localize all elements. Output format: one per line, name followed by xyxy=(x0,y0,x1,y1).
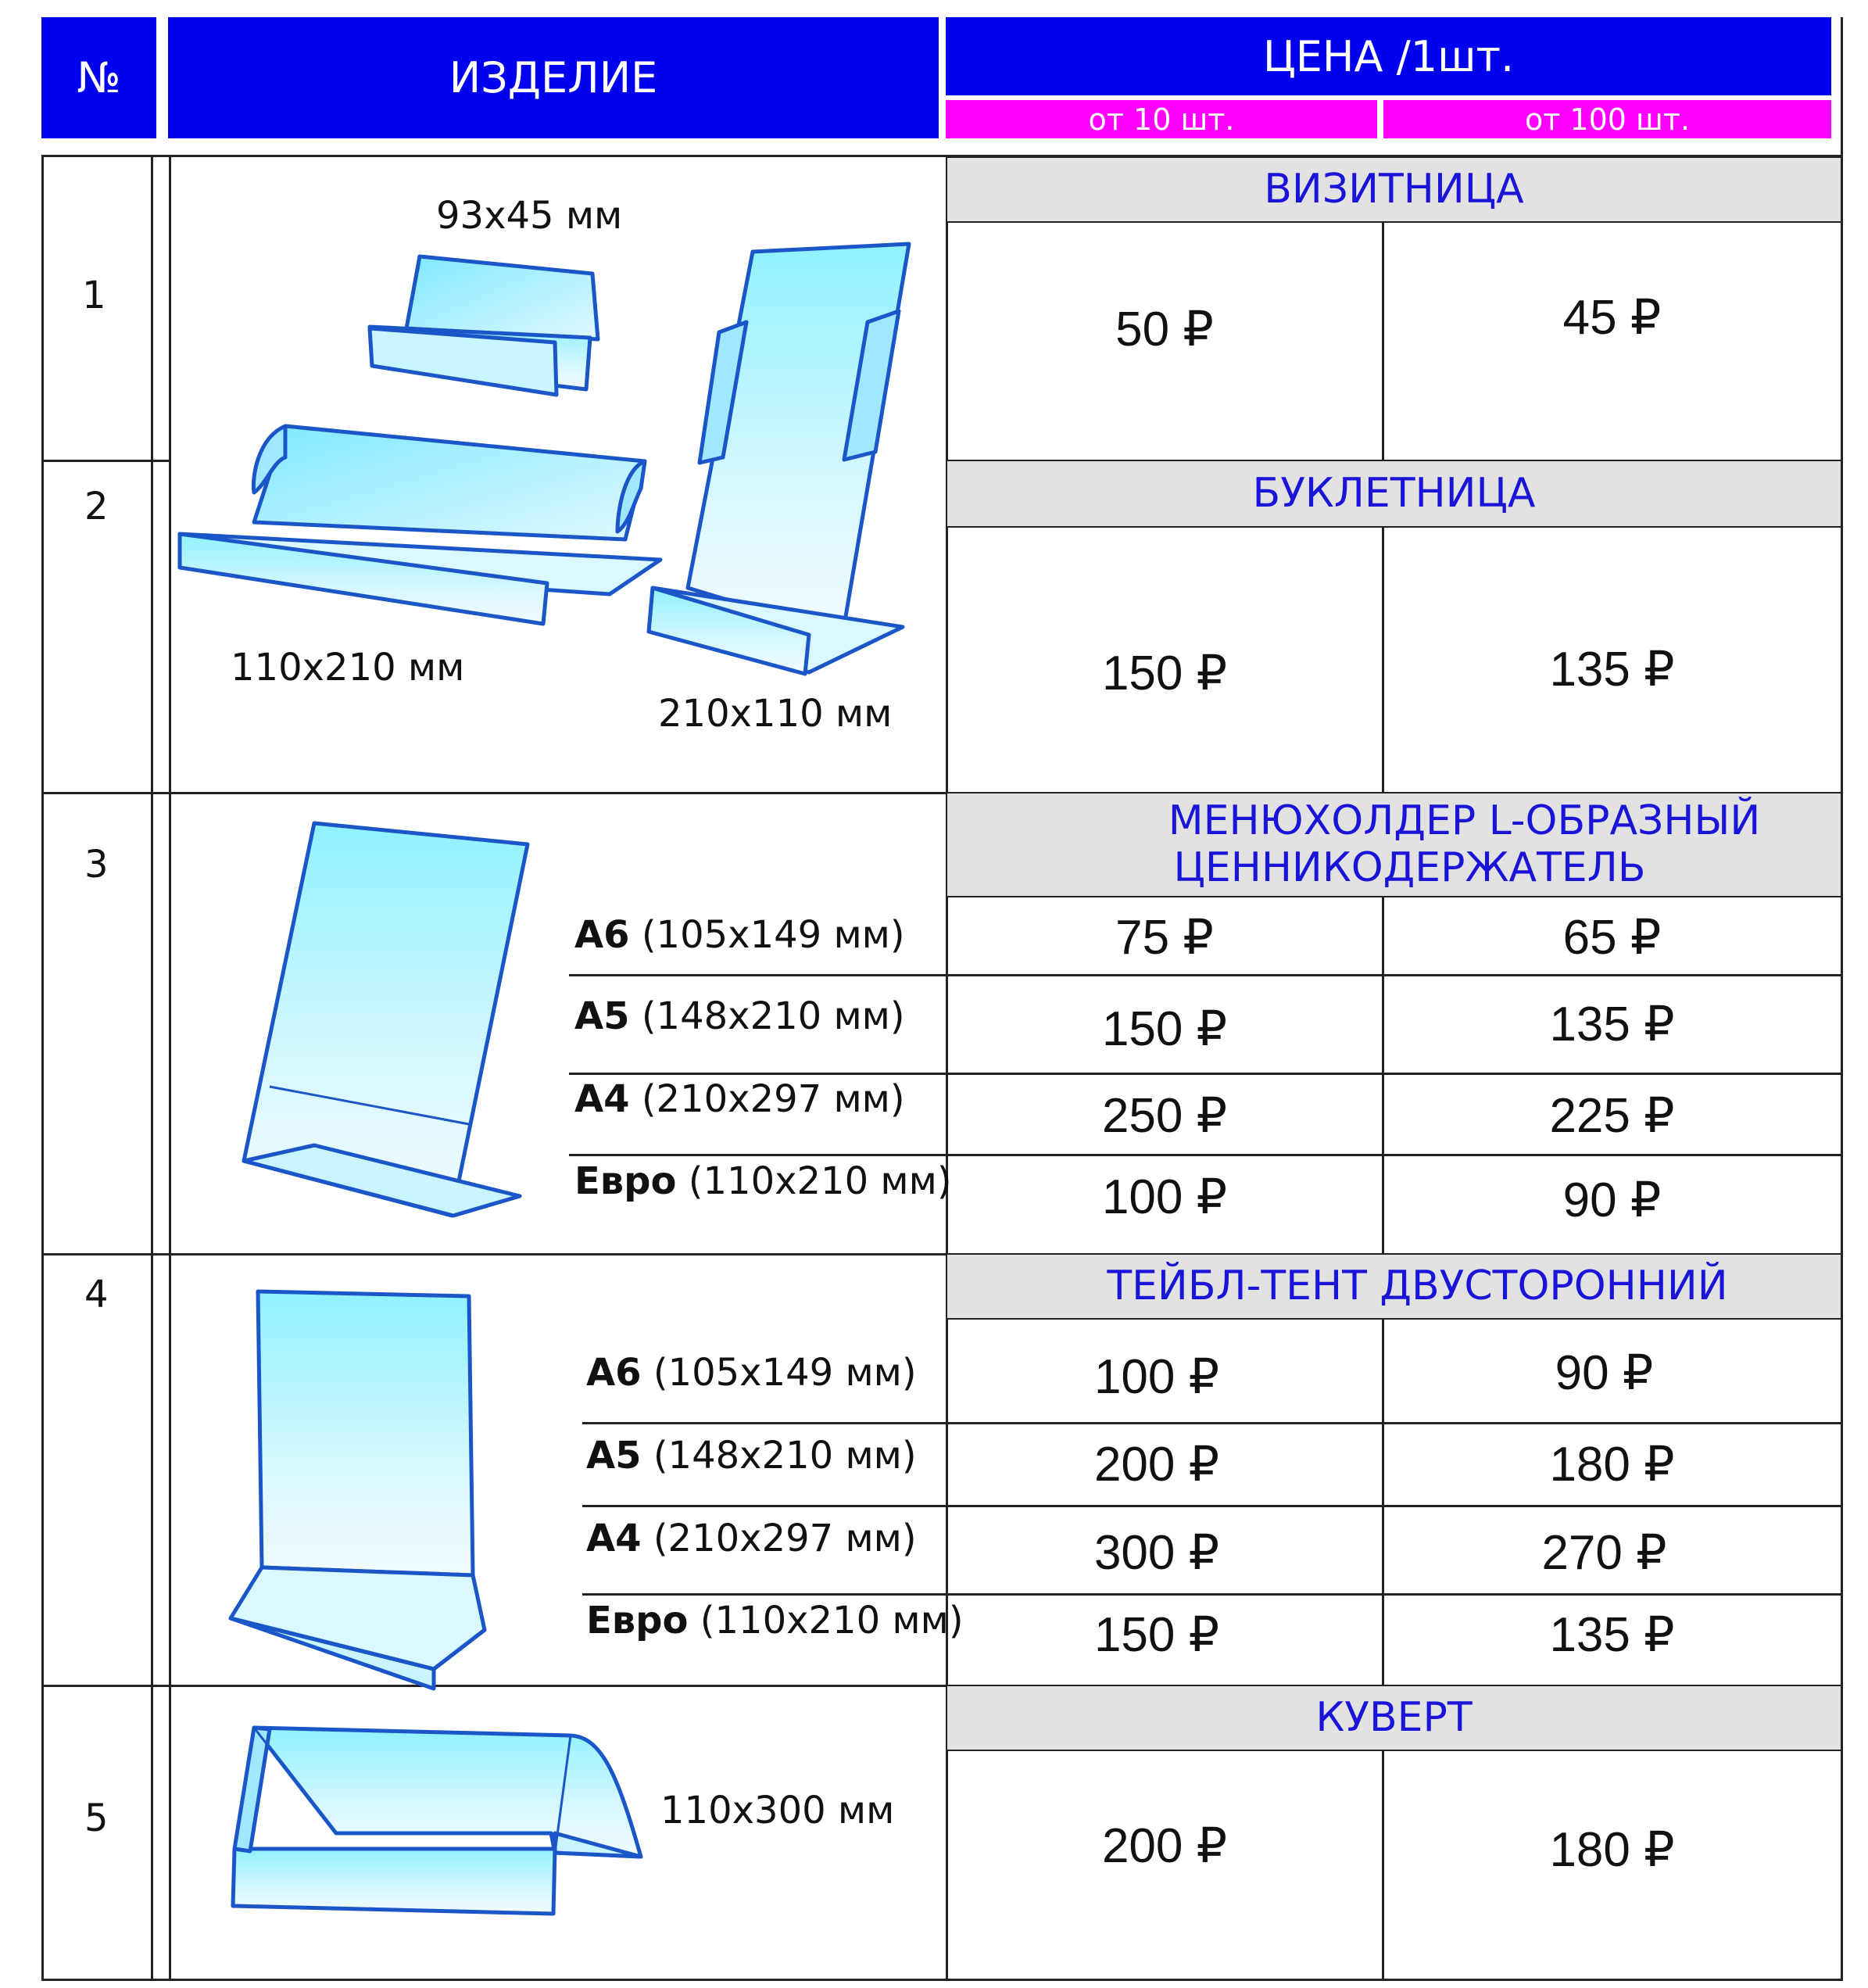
format-size: (148х210 мм) xyxy=(641,994,905,1038)
price-cell: 90 ₽ xyxy=(1562,1173,1662,1227)
price-cell: 50 ₽ xyxy=(1115,302,1214,356)
price-cell: 150 ₽ xyxy=(1101,646,1228,700)
category-kuvert-label: КУВЕРТ xyxy=(1315,1693,1473,1741)
price-cell: 300 ₽ xyxy=(1093,1525,1220,1580)
format-name: А5 xyxy=(574,994,630,1038)
category-buklet-label: БУКЛЕТНИЦА xyxy=(1252,469,1536,517)
format-name: А4 xyxy=(586,1517,642,1560)
format-name: А5 xyxy=(586,1434,642,1478)
format-name: Евро xyxy=(586,1599,689,1642)
price-cell: 250 ₽ xyxy=(1101,1088,1228,1143)
format-name: А6 xyxy=(586,1351,642,1395)
price-cell: 180 ₽ xyxy=(1549,1437,1675,1492)
tier-100-label: от 100 шт. xyxy=(1524,102,1691,137)
row-number: 3 xyxy=(84,843,109,887)
price-cell: 150 ₽ xyxy=(1101,1001,1228,1056)
price-cell: 100 ₽ xyxy=(1093,1349,1220,1404)
format-size: (105х149 мм) xyxy=(653,1351,917,1395)
price-cell: 200 ₽ xyxy=(1101,1818,1228,1873)
format-size: (105х149 мм) xyxy=(641,913,905,957)
category-vizit-label: ВИЗИТНИЦА xyxy=(1264,165,1524,213)
price-cell: 150 ₽ xyxy=(1093,1607,1220,1662)
header-product-label: ИЗДЕЛИЕ xyxy=(449,53,658,102)
row-number: 2 xyxy=(84,485,109,528)
tier-10-label: от 10 шт. xyxy=(1088,102,1235,137)
price-cell: 200 ₽ xyxy=(1093,1437,1220,1492)
place-card-holder-image xyxy=(233,1728,641,1914)
price-cell: 180 ₽ xyxy=(1549,1822,1675,1877)
price-cell: 225 ₽ xyxy=(1549,1088,1675,1143)
price-cell: 135 ₽ xyxy=(1549,1607,1675,1662)
booklet-holder-vertical-image xyxy=(649,244,909,674)
format-name: А6 xyxy=(574,913,630,957)
category-menu-line2: ЦЕННИКОДЕРЖАТЕЛЬ xyxy=(1173,844,1646,891)
format-size: (110х210 мм) xyxy=(688,1159,952,1203)
price-cell: 90 ₽ xyxy=(1555,1345,1654,1400)
category-tent-label: ТЕЙБЛ-ТЕНТ ДВУСТОРОННИЙ xyxy=(1107,1262,1728,1309)
row-number: 4 xyxy=(84,1273,109,1316)
price-cell: 65 ₽ xyxy=(1562,910,1662,965)
size-vizit: 93х45 мм xyxy=(436,194,623,238)
row-number: 1 xyxy=(82,274,106,317)
price-cell: 100 ₽ xyxy=(1101,1170,1228,1224)
row-number: 5 xyxy=(84,1796,109,1840)
format-size: (110х210 мм) xyxy=(700,1599,964,1642)
format-size: (210х297 мм) xyxy=(653,1517,917,1560)
size-kuvert: 110х300 мм xyxy=(660,1789,895,1832)
header-price-label: ЦЕНА /1шт. xyxy=(1262,31,1515,81)
business-card-holder-image xyxy=(370,256,598,395)
price-cell: 135 ₽ xyxy=(1549,642,1675,697)
size-buklet-horizontal: 110х210 мм xyxy=(231,646,465,690)
format-size: (148х210 мм) xyxy=(653,1434,917,1478)
category-menu-line1: МЕНЮХОЛДЕР L-ОБРАЗНЫЙ xyxy=(1168,797,1761,844)
price-cell: 270 ₽ xyxy=(1541,1525,1667,1580)
format-name: Евро xyxy=(574,1159,677,1203)
booklet-holder-horizontal-image xyxy=(180,426,660,624)
price-cell: 45 ₽ xyxy=(1562,290,1662,345)
menu-holder-l-image xyxy=(244,823,528,1216)
format-size: (210х297 мм) xyxy=(641,1077,905,1121)
price-cell: 135 ₽ xyxy=(1549,997,1675,1051)
header-num-label: № xyxy=(77,53,121,102)
table-tent-image xyxy=(231,1291,485,1689)
format-name: А4 xyxy=(574,1077,630,1121)
price-cell: 75 ₽ xyxy=(1115,910,1214,965)
size-buklet-vertical: 210х110 мм xyxy=(658,692,893,736)
